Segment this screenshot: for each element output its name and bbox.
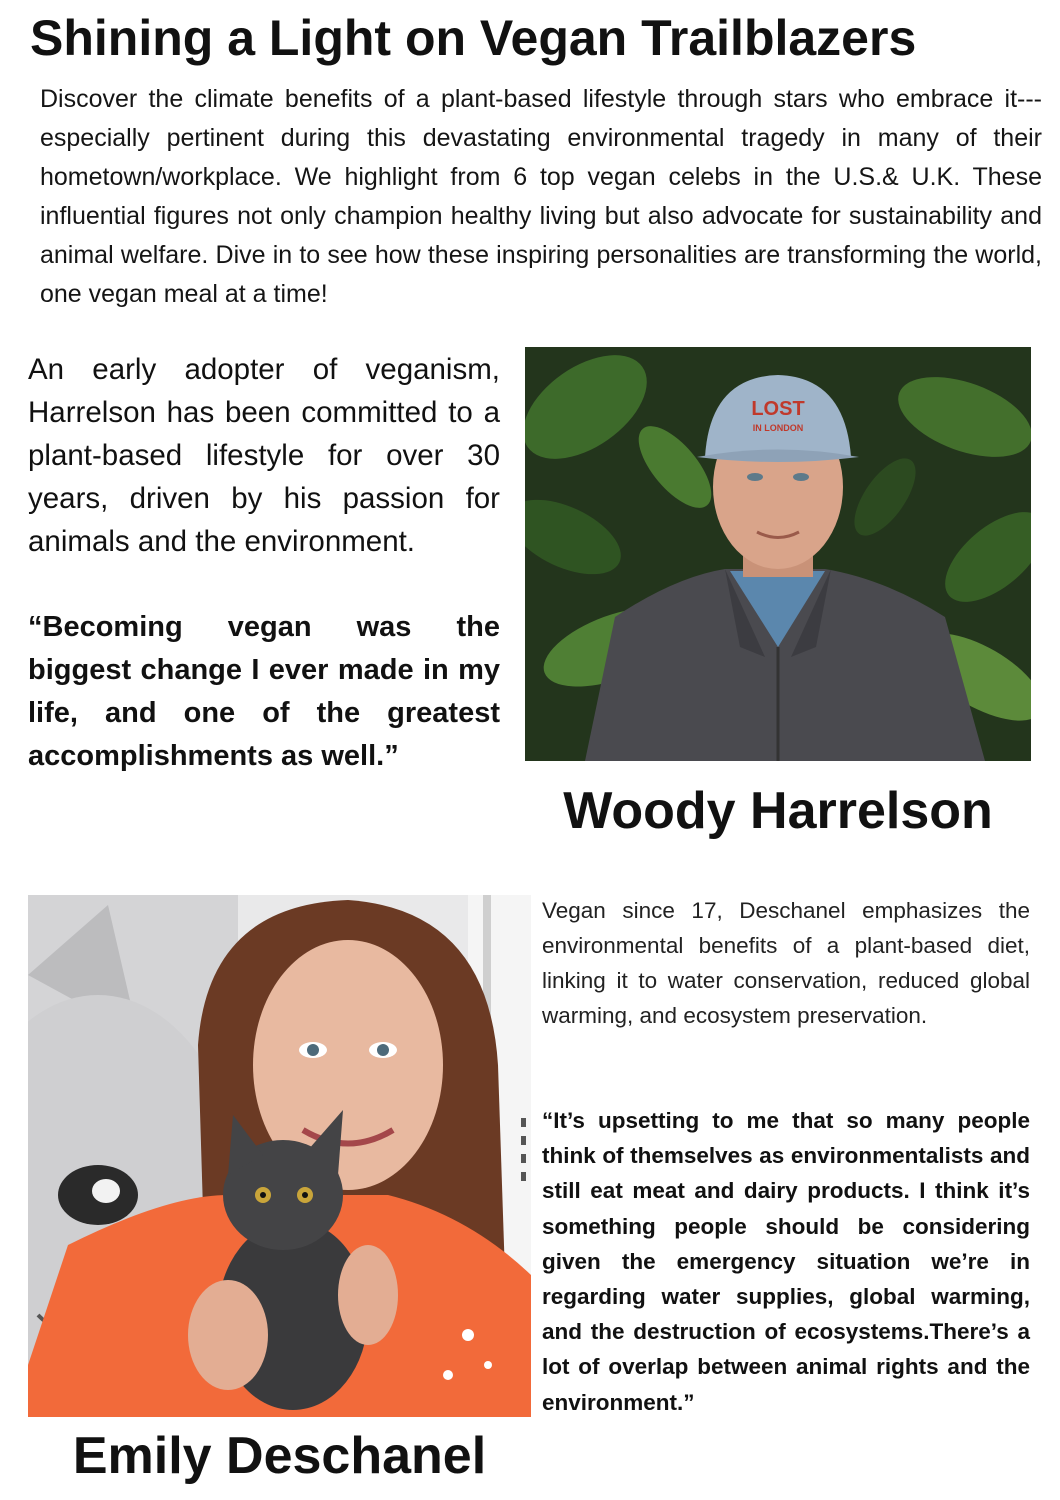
woody-bio: An early adopter of veganism, Harrelson has been committed to a plant-based lifestyle for over 30 years, driven by his passion for animals and the environment. <box>28 353 500 558</box>
emily-deschanel-photo <box>28 895 531 1417</box>
cap-logo-subtext: IN LONDON <box>752 423 804 433</box>
woody-harrelson-photo <box>525 347 1031 761</box>
woody-name: Woody Harrelson <box>563 782 993 840</box>
margin-marks <box>521 1118 527 1188</box>
woody-quote: “Becoming vegan was the biggest change I ever made in my life, and one of the greatest accomplishments as well.” <box>28 611 500 772</box>
portrait-photo-icon <box>28 895 531 1417</box>
cap-logo-text: LOST <box>751 398 805 420</box>
portrait-photo-icon <box>525 347 1031 761</box>
page-title: Shining a Light on Vegan Trailblazers <box>30 10 917 66</box>
emily-name: Emily Deschanel <box>72 1427 487 1485</box>
intro-paragraph: Discover the climate benefits of a plant-based lifestyle through stars who embrace it---especially pertinent during this devastating environmental tragedy in many of their hometown/workplace. We highlight from 6 top vegan celebs in the U.S.& U.K. These influential figures not only champion healthy living but also advocate for sustainability and animal welfare. Dive in to see how these inspiring personalities are transforming the world, one vegan meal at a time! <box>40 85 1042 308</box>
emily-quote: “It’s upsetting to me that so many people think of themselves as environmentalists and still eat meat and dairy products. I think it’s something people should be considering given the emergency situation we’re in regarding water supplies, global warming, and the destruction of ecosystems.There’s a lot of overlap between animal rights and the environment.” <box>542 1108 1030 1415</box>
emily-bio: Vegan since 17, Deschanel emphasizes the environmental benefits of a plant-based diet, linking it to water conservation, reduced global warming, and ecosystem preservation. <box>542 898 1030 1028</box>
